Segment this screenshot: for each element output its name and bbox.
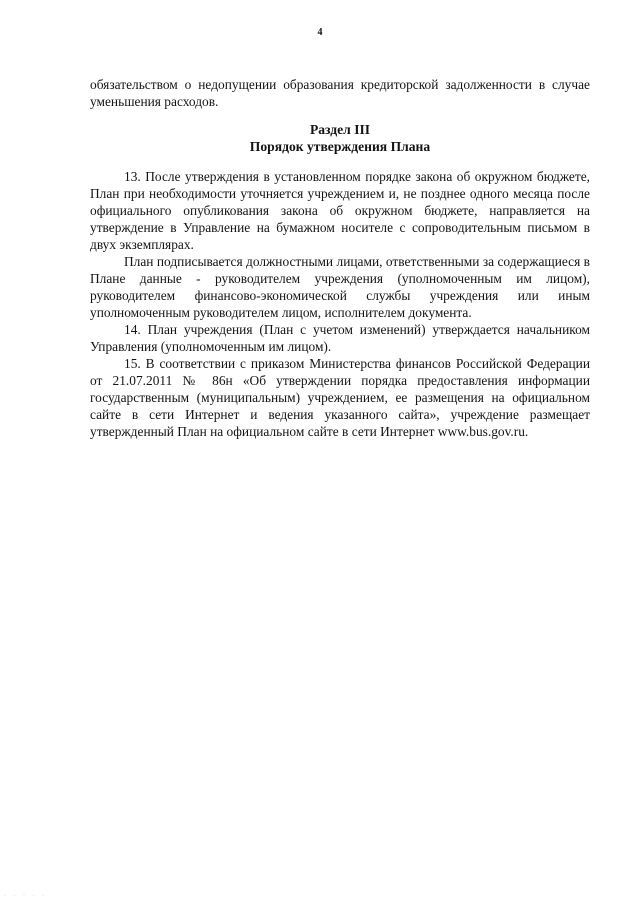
paragraph-signatures: План подписывается должностными лицами, ответственными за содержащиеся в Плане данные - руководителем учреждения (уполномоченным им лицом), руководителем финансово-экономической службы учреждения или иным уполномоченным руководителем лицом, исполнителем документа. [90,254,590,320]
intro-paragraph [90,76,590,110]
paragraph-13: 13. После утверждения в установленном порядке закона об окружном бюджете, План при необходимости уточняется учреждением и, не позднее одного месяца после официального опубликования закона об окружном бюджете, направляется на утверждение в Управление на бумажном носителе с сопроводительным письмом в двух экземплярах. [90,169,590,252]
scan-artifact-dots: · · · · · [4,893,47,899]
section-subtitle: Порядок утверждения Плана [249,139,431,154]
section-heading [90,121,590,155]
paragraph-15: 15. В соответствии с приказом Министерства финансов Российской Федерации от 21.07.2011 № 86н «Об утверждении порядка предоставления информации государственным (муниципальным) учреждением, ее размещения на официальном сайте в сети Интернет и ведения указанного сайта», учреждение размещает утвержденный План на официальном сайте в сети Интернет www.bus.gov.ru. [90,356,590,439]
intro-text: обязательством о недопущении образования кредиторской задолженности в случае уменьшения расходов. [90,77,590,109]
section-title: Раздел III [309,122,371,137]
page-number: 4 [317,27,323,38]
section-body [90,168,590,440]
paragraph-14: 14. План учреждения (План с учетом изменений) утверждается начальником Управления (уполномоченным им лицом). [90,322,590,354]
